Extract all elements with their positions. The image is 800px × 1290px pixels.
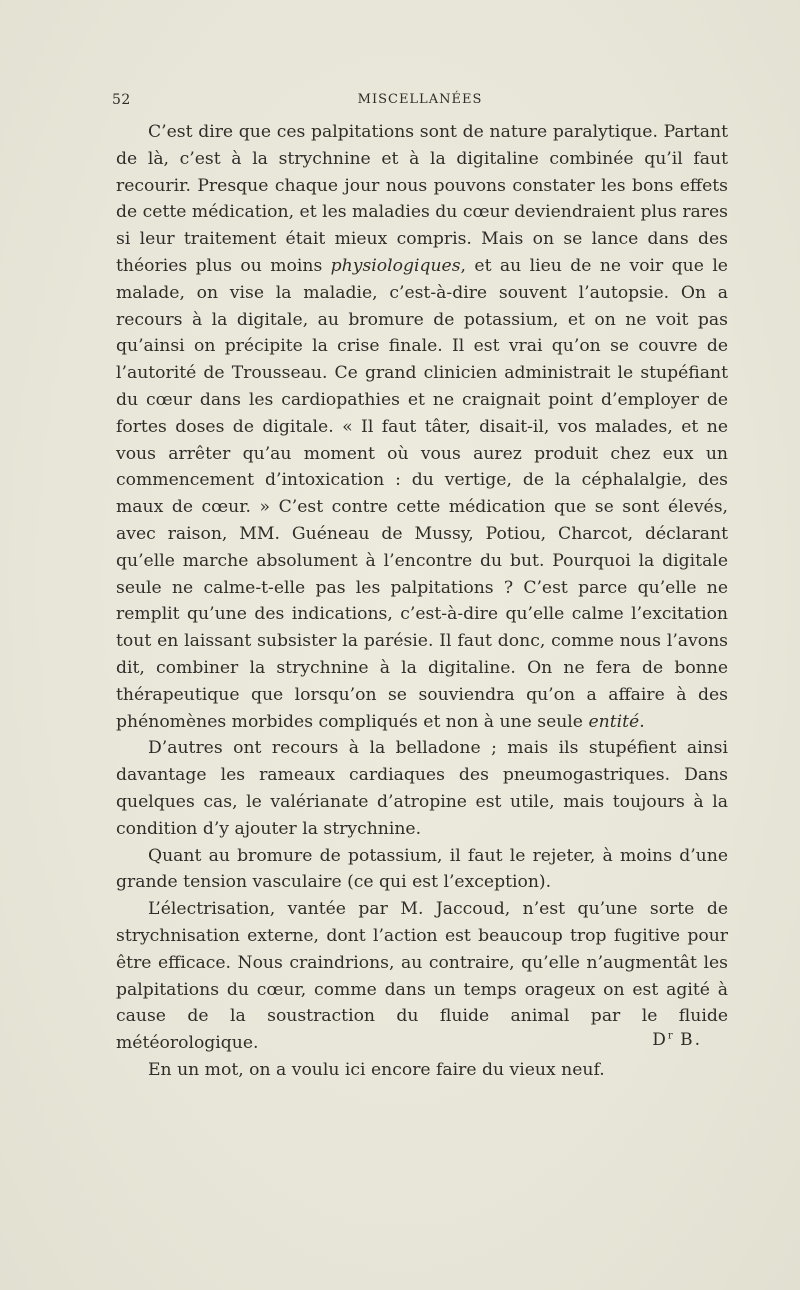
article-body: [116, 119, 728, 1084]
paragraph-1-text-b: , et au lieu de ne voir que le malade, on vise la maladie, c’est-à-dire souvent l’autopsie. On a recours à la digitale, au bromure de potassium, et on ne voit pas qu’ainsi on précipite la crise finale. Il est vrai qu’on se couvre de l’autorité de Trousseau. Ce grand clinicien administrait le stupéfiant du cœur dans les cardiopathies et ne craignait point d’employer de fortes doses de digitale. « Il faut tâter, disait-il, vos malades, et ne vous arrêter qu’au moment où vous aurez produit chez eux un commencement d’intoxication : du vertige, de la céphalalgie, des maux de cœur. » C’est contre cette médication que se sont élevés, avec raison, MM. Guéneau de Mussy, Potiou, Charcot, déclarant qu’elle marche absolument à l’encontre du but. Pourquoi la digitale seule ne calme-t-elle pas les palpitations ? C’est parce qu’elle ne remplit qu’une des indications, c’est-à-dire qu’elle calme l’excitation tout en laissant subsister la parésie. Il faut donc, comme nous l’avons dit, combiner la strychnine à la digitaline. On ne fera de bonne thérapeutique que lorsqu’on se souviendra qu’on a affaire à des phénomènes morbides compliqués et non à une seule: [116, 255, 728, 732]
running-title: MISCELLANÉES: [357, 92, 483, 107]
page-number: 52: [112, 92, 131, 108]
paragraph-1-text-a: C’est dire que ces palpitations sont de nature paralytique. Partant de là, c’est à la strychnine et à la digitaline combinée qu’il faut recourir. Presque chaque jour nous pouvons constater les bons effets de cette médication, et les maladies du cœur deviendraient plus rares si leur traitement était mieux compris. Mais on se lance dans des théories plus ou moins: [116, 122, 728, 276]
paragraph-5: En un mot, on a voulu ici encore faire du vieux neuf.: [148, 1059, 605, 1080]
paragraph-2: D’autres ont recours à la belladone ; mais ils stupéfient ainsi davantage les rameaux cardiaques des pneumogastriques. Dans quelques cas, le valérianate d’atropine est utile, mais toujours à la condition d’y ajouter la strychnine.: [116, 738, 728, 839]
paragraph-1-text-c: .: [639, 711, 645, 732]
paragraph-1: [116, 119, 728, 735]
paragraph-4: L’électrisation, vantée par M. Jaccoud, n’est qu’une sorte de strychnisation externe, dont l’action est beaucoup trop fugitive pour être efficace. Nous craindrions, au contraire, qu’elle n’augmentât les palpitations du cœur, comme dans un temps orageux on est agité à cause de la soustraction du fluide animal par le fluide météorologique.: [116, 899, 728, 1054]
signature-superscript: r: [667, 1030, 673, 1042]
italic-entite: entité: [588, 711, 640, 732]
author-signature: [652, 1030, 702, 1050]
page-header: [112, 92, 728, 114]
signature-name: B.: [680, 1030, 702, 1050]
signature-prefix: D: [652, 1030, 668, 1050]
paragraph-3: Quant au bromure de potassium, il faut le rejeter, à moins d’une grande tension vasculaire (ce qui est l’exception).: [116, 845, 728, 893]
italic-physiologiques: physiologiques: [330, 255, 461, 276]
